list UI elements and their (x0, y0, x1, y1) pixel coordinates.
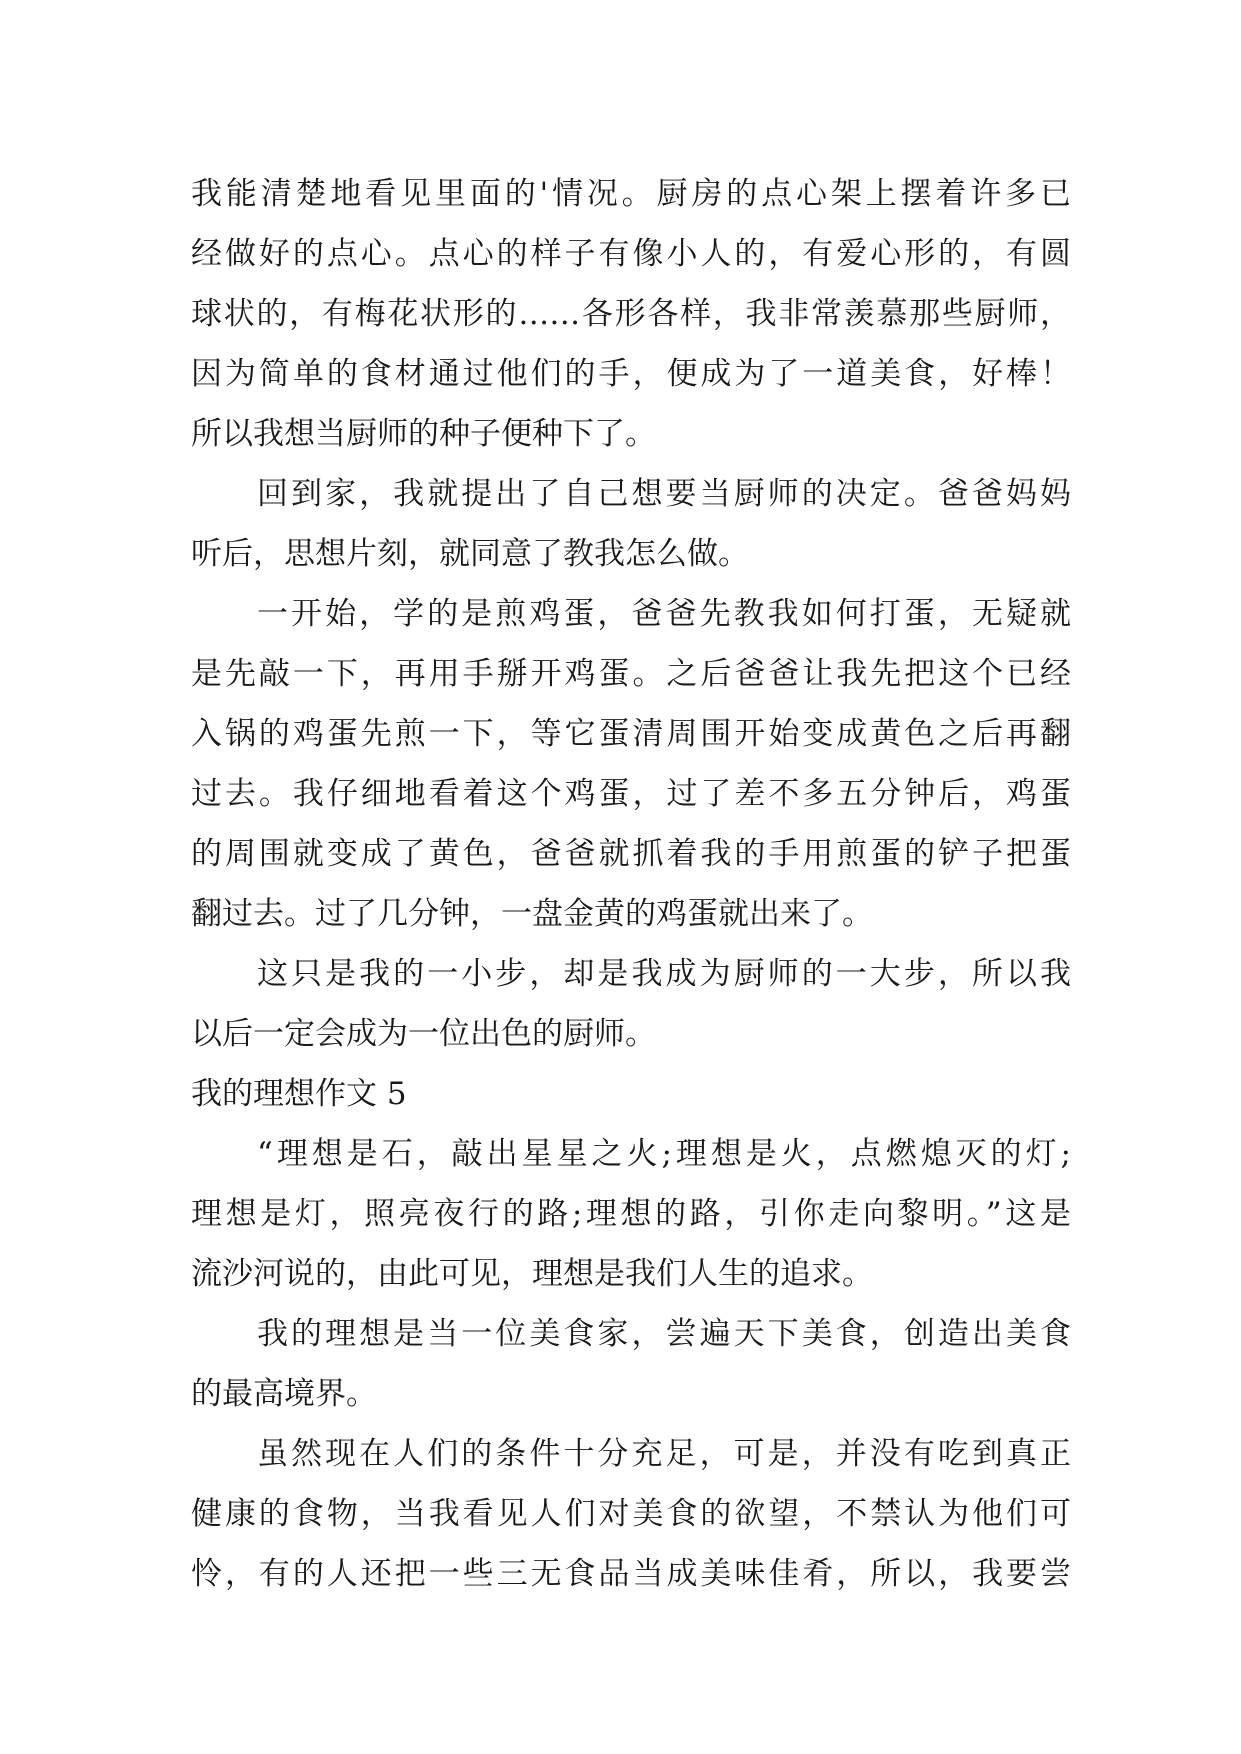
text-line: 健康的食物，当我看见人们对美食的欲望，不禁认为他们可 (191, 1496, 1071, 1532)
text-line: 一开始，学的是煎鸡蛋，爸爸先教我如何打蛋，无疑就 (257, 596, 1071, 632)
text-line: 翻过去。过了几分钟，一盘金黄的鸡蛋就出来了。 (191, 896, 873, 932)
text-line: 因为简单的食材通过他们的手，便成为了一道美食，好棒！ (191, 356, 1071, 392)
text-line: 经做好的点心。点心的样子有像小人的，有爱心形的，有圆 (191, 236, 1071, 272)
text-line: 怜，有的人还把一些三无食品当成美味佳肴，所以，我要尝 (191, 1556, 1071, 1592)
text-line: 流沙河说的，由此可见，理想是我们人生的追求。 (191, 1256, 873, 1292)
section-heading: 我的理想作文 5 (191, 1076, 407, 1112)
text-line: 我能清楚地看见里面的'情况。厨房的点心架上摆着许多已 (191, 176, 1071, 212)
text-line: 所以我想当厨师的种子便种下了。 (191, 416, 656, 452)
text-line: 的最高境界。 (191, 1376, 377, 1412)
text-line: 过去。我仔细地看着这个鸡蛋，过了差不多五分钟后，鸡蛋 (191, 776, 1071, 812)
text-line: “理想是石，敲出星星之火;理想是火，点燃熄灭的灯; (257, 1136, 1071, 1172)
text-line: 听后，思想片刻，就同意了教我怎么做。 (191, 536, 749, 572)
text-line: 以后一定会成为一位出色的厨师。 (191, 1016, 656, 1052)
text-line: 是先敲一下，再用手掰开鸡蛋。之后爸爸让我先把这个已经 (191, 656, 1071, 692)
text-line: 回到家，我就提出了自己想要当厨师的决定。爸爸妈妈 (257, 476, 1071, 512)
text-line: 虽然现在人们的条件十分充足，可是，并没有吃到真正 (257, 1436, 1071, 1472)
text-line: 理想是灯，照亮夜行的路;理想的路，引你走向黎明。”这是 (191, 1196, 1071, 1232)
text-line: 的周围就变成了黄色，爸爸就抓着我的手用煎蛋的铲子把蛋 (191, 836, 1071, 872)
text-line: 入锅的鸡蛋先煎一下，等它蛋清周围开始变成黄色之后再翻 (191, 716, 1071, 752)
text-line: 我的理想是当一位美食家，尝遍天下美食，创造出美食 (257, 1316, 1071, 1352)
text-line: 这只是我的一小步，却是我成为厨师的一大步，所以我 (257, 956, 1071, 992)
essay-body (191, 164, 1071, 1604)
text-line: 球状的，有梅花状形的……各形各样，我非常羡慕那些厨师， (191, 296, 1071, 332)
